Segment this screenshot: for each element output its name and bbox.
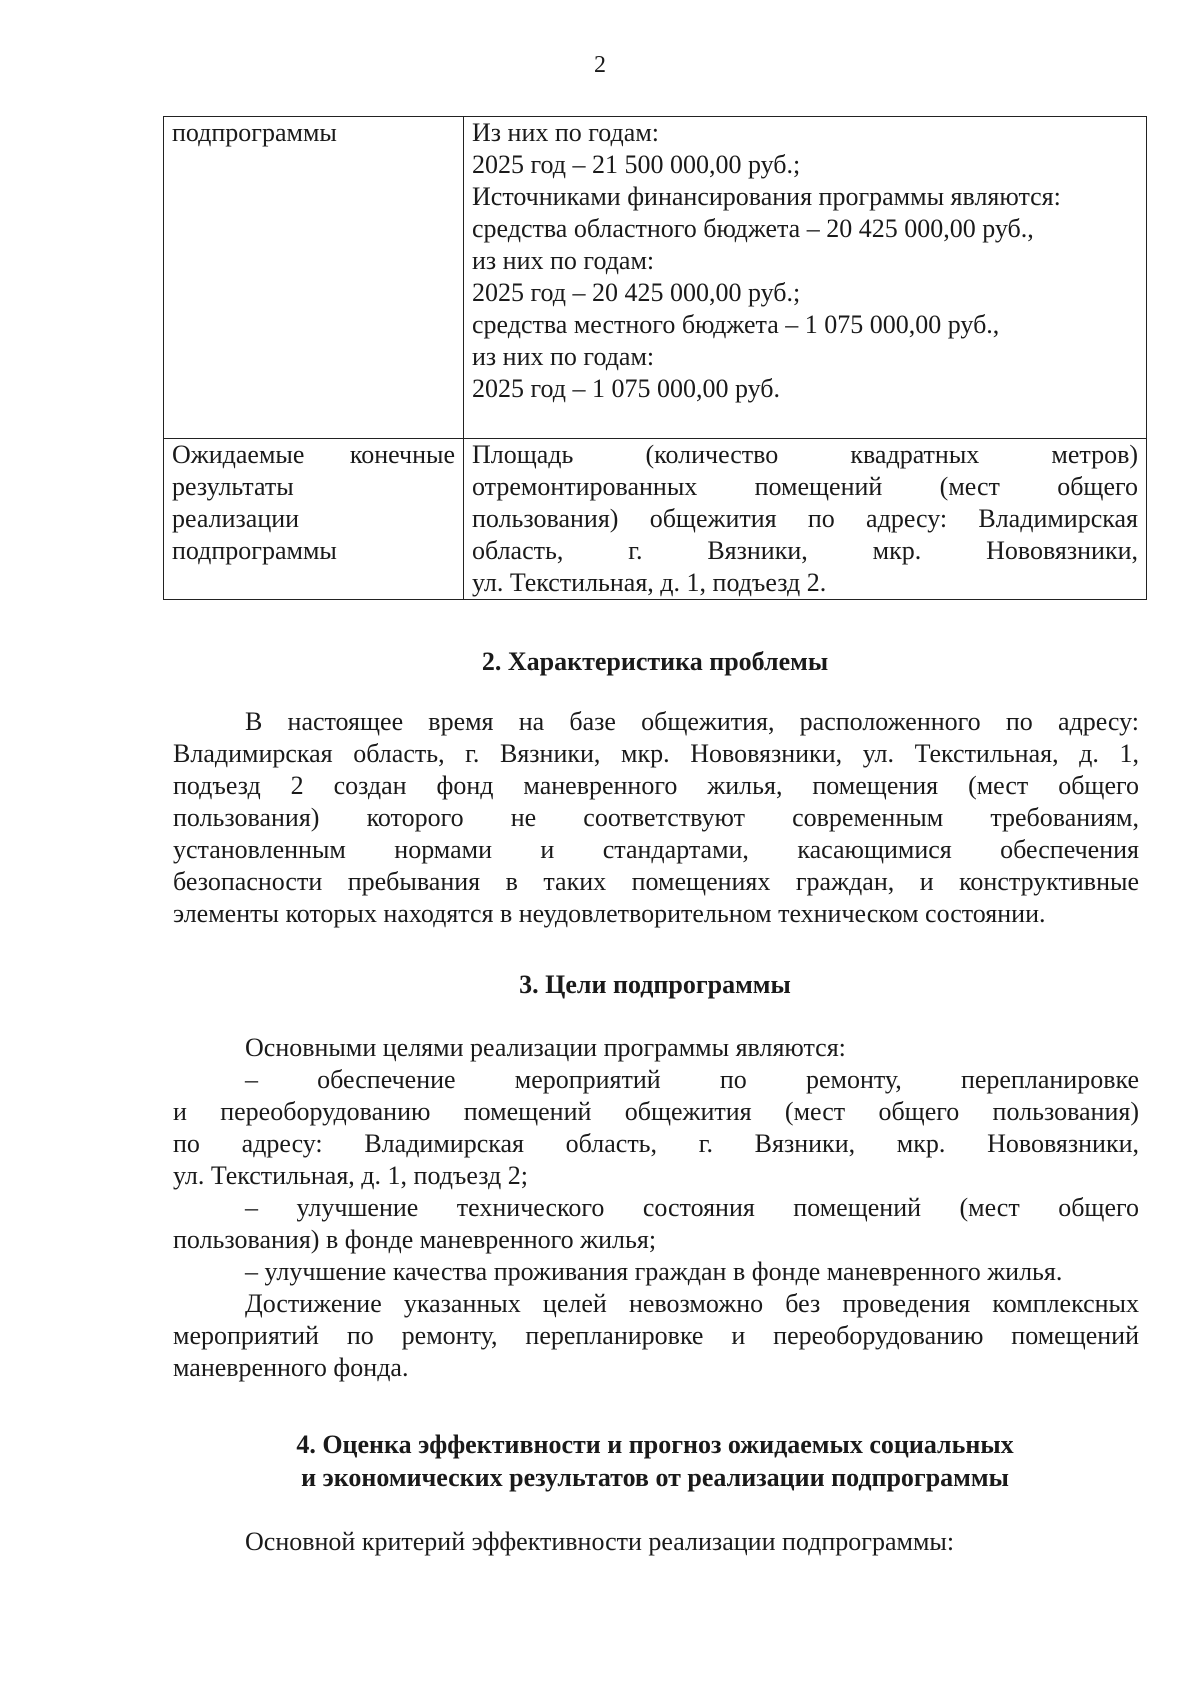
paragraph-line: элементы которых находятся в неудовлетворительном техническом состоянии.: [173, 899, 1046, 928]
paragraph-line: мероприятий по ремонту, перепланировке и переоборудованию помещений: [173, 1321, 1139, 1350]
paragraph-line: по адресу: Владимирская область, г. Вязники, мкр. Нововязники,: [173, 1129, 1139, 1158]
finance-line: 2025 год – 21 500 000,00 руб.;: [472, 150, 801, 179]
paragraph-line: – обеспечение мероприятий по ремонту, перепланировке: [245, 1065, 1139, 1094]
paragraph-line: Владимирская область, г. Вязники, мкр. Нововязники, ул. Текстильная, д. 1,: [173, 739, 1139, 768]
paragraph-line: – улучшение качества проживания граждан в фонде маневренного жилья.: [245, 1257, 1063, 1286]
finance-line: 2025 год – 20 425 000,00 руб.;: [472, 278, 801, 307]
paragraph-line: пользования) которого не соответствуют современным требованиям,: [173, 803, 1139, 832]
results-line: область, г. Вязники, мкр. Нововязники,: [472, 536, 1138, 565]
paragraph-line: Основными целями реализации программы являются:: [245, 1033, 846, 1062]
section2-body: [173, 706, 1139, 930]
results-label-line: результаты: [172, 472, 294, 501]
finance-line: Источниками финансирования программы являются:: [472, 182, 1061, 211]
paragraph-line: безопасности пребывания в таких помещениях граждан, и конструктивные: [173, 867, 1139, 896]
section4-heading-line: и экономических результатов от реализации подпрограммы: [301, 1463, 1009, 1492]
section4-heading-line: 4. Оценка эффективности и прогноз ожидаемых социальных: [296, 1430, 1014, 1459]
results-line: пользования) общежития по адресу: Владимирская: [472, 504, 1138, 533]
table-row-finance: [164, 117, 1147, 439]
finance-line: средства местного бюджета – 1 075 000,00 руб.,: [472, 310, 1000, 339]
section3-heading: 3. Цели подпрограммы: [519, 970, 791, 999]
section3-body: [173, 1032, 1139, 1384]
section4-heading: [163, 1428, 1147, 1494]
results-line: отремонтированных помещений (мест общего: [472, 472, 1138, 501]
paragraph-line: подъезд 2 создан фонд маневренного жилья, помещения (мест общего: [173, 771, 1139, 800]
finance-line: средства областного бюджета – 20 425 000,00 руб.,: [472, 214, 1034, 243]
paragraph-line: маневренного фонда.: [173, 1353, 409, 1382]
paragraph-line: Достижение указанных целей невозможно без проведения комплексных: [245, 1289, 1139, 1318]
paragraph-line: ул. Текстильная, д. 1, подъезд 2;: [173, 1161, 528, 1190]
passport-table: [163, 116, 1147, 600]
paragraph-line: В настоящее время на базе общежития, расположенного по адресу:: [245, 707, 1139, 736]
results-label-line: подпрограммы: [172, 536, 337, 565]
finance-line: из них по годам:: [472, 342, 655, 371]
results-label-line: Ожидаемые конечные: [172, 440, 455, 469]
table-row-results: [164, 439, 1147, 600]
results-label-line: реализации: [172, 504, 300, 533]
page-number: 2: [594, 52, 606, 78]
paragraph-line: установленным нормами и стандартами, касающимися обеспечения: [173, 835, 1139, 864]
finance-label: подпрограммы: [172, 118, 337, 147]
paragraph-line: и переоборудованию помещений общежития (мест общего пользования): [173, 1097, 1139, 1126]
finance-value-cell: [464, 117, 1147, 439]
results-value-cell: [464, 439, 1147, 600]
finance-line: Из них по годам:: [472, 118, 660, 147]
results-line: ул. Текстильная, д. 1, подъезд 2.: [472, 568, 827, 597]
section2-heading: 2. Характеристика проблемы: [481, 647, 829, 676]
results-line: Площадь (количество квадратных метров): [472, 440, 1138, 469]
finance-label-cell: [164, 117, 464, 439]
paragraph-line: – улучшение технического состояния помещений (мест общего: [245, 1193, 1139, 1222]
results-label-cell: [164, 439, 464, 600]
section4-body: [173, 1526, 1139, 1558]
finance-line: 2025 год – 1 075 000,00 руб.: [472, 374, 781, 403]
paragraph-line: пользования) в фонде маневренного жилья;: [173, 1225, 657, 1254]
finance-line: из них по годам:: [472, 246, 655, 275]
paragraph-line: Основной критерий эффективности реализации подпрограммы:: [245, 1527, 955, 1556]
